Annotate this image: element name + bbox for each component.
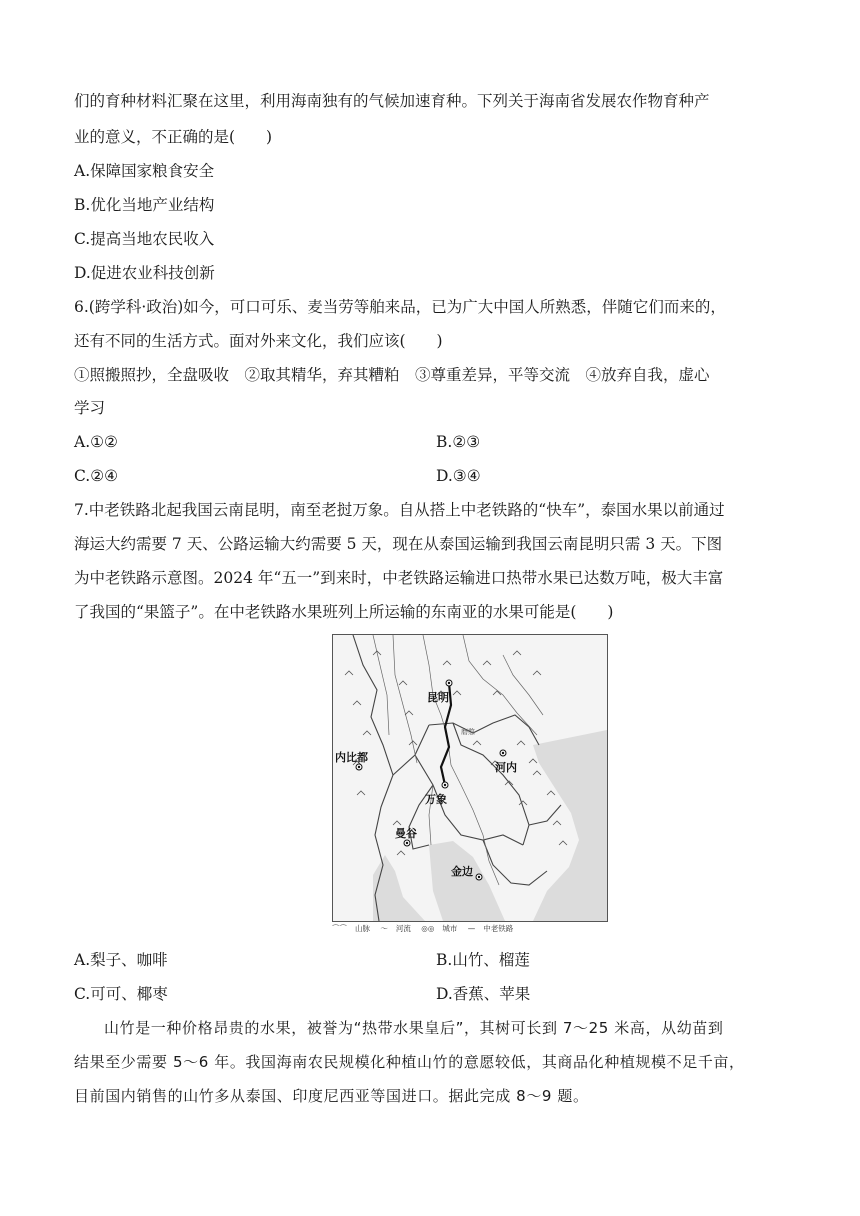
q7-stem-line-2: 海运大约需要 7 天、公路运输大约需要 5 天，现在从泰国运输到我国云南昆明只需 3 天。下图 <box>74 535 723 553</box>
city-label-naypyidaw: 内比都 <box>335 751 368 764</box>
legend-city-icon: ◎◎ <box>421 924 435 933</box>
map-frame <box>332 634 608 922</box>
q5-stem-line-1: 们的育种材料汇聚在这里，利用海南独有的气候加速育种。下列关于海南省发展农作物育种产 <box>74 92 710 110</box>
city-label-kunming: 昆明 <box>427 691 449 704</box>
city-label-mohan: 磨憨 <box>461 728 475 736</box>
legend-railway-icon: — <box>467 924 476 933</box>
china-laos-railway-map <box>332 634 608 936</box>
legend-mountain-icon: ⌒⌒ <box>332 924 347 933</box>
legend-river-icon: 〜 <box>380 924 388 933</box>
q6-option-b: B.②③ <box>436 433 481 451</box>
q7-stem-line-4: 了我国的“果篮子”。在中老铁路水果班列上所运输的东南亚的水果可能是( ) <box>74 603 614 621</box>
map-legend <box>332 923 608 934</box>
q7-stem-line-3: 为中老铁路示意图。2024 年“五一”到来时，中老铁路运输进口热带水果已达数万吨，极大丰富 <box>74 569 724 587</box>
q7-option-b: B.山竹、榴莲 <box>436 951 530 969</box>
q5-option-b: B.优化当地产业结构 <box>74 196 215 214</box>
q6-choices-line-2: 学习 <box>74 399 106 417</box>
q6-stem-line-2: 还有不同的生活方式。面对外来文化，我们应该( ) <box>74 332 443 350</box>
q6-stem-line-1: 6.(跨学科·政治)如今，可口可乐、麦当劳等舶来品，已为广大中国人所熟悉，伴随它们而来的， <box>74 298 726 316</box>
city-label-hanoi: 河内 <box>495 761 517 774</box>
q7-option-d: D.香蕉、苹果 <box>436 985 531 1003</box>
q6-option-a: A.①② <box>74 433 118 451</box>
passage-line-2: 结果至少需要 5～6 年。我国海南农民规模化种植山竹的意愿较低，其商品化种植规模不足千亩， <box>74 1053 745 1071</box>
q6-option-c: C.②④ <box>74 467 119 485</box>
q6-choices-line-1: ①照搬照抄，全盘吸收 ②取其精华，弃其糟粕 ③尊重差异，平等交流 ④放弃自我，虚心 <box>74 366 710 384</box>
q5-option-a: A.保障国家粮食安全 <box>74 162 215 180</box>
q5-option-d: D.促进农业科技创新 <box>74 264 215 282</box>
q5-stem-line-2: 业的意义，不正确的是( ) <box>74 128 273 146</box>
city-label-phnompenh: 金边 <box>451 865 473 878</box>
city-label-bangkok: 曼谷 <box>395 827 417 840</box>
passage-line-3: 目前国内销售的山竹多从泰国、印度尼西亚等国进口。据此完成 8～9 题。 <box>74 1087 589 1105</box>
legend-mountain-label: 山脉 <box>355 924 370 933</box>
q7-option-c: C.可可、椰枣 <box>74 985 168 1003</box>
q7-option-a: A.梨子、咖啡 <box>74 951 168 969</box>
q7-stem-line-1: 7.中老铁路北起我国云南昆明，南至老挝万象。自从搭上中老铁路的“快车”，泰国水果以前通过 <box>74 501 725 519</box>
legend-railway-label: 中老铁路 <box>483 924 514 933</box>
q5-option-c: C.提高当地农民收入 <box>74 230 215 248</box>
city-label-vientiane: 万象 <box>425 793 447 806</box>
passage-line-1: 山竹是一种价格昂贵的水果，被誉为“热带水果皇后”，其树可长到 7～25 米高，从幼苗到 <box>104 1019 724 1037</box>
q6-option-d: D.③④ <box>436 467 481 485</box>
legend-city-label: 城市 <box>442 924 458 933</box>
legend-river-label: 河流 <box>395 924 411 933</box>
